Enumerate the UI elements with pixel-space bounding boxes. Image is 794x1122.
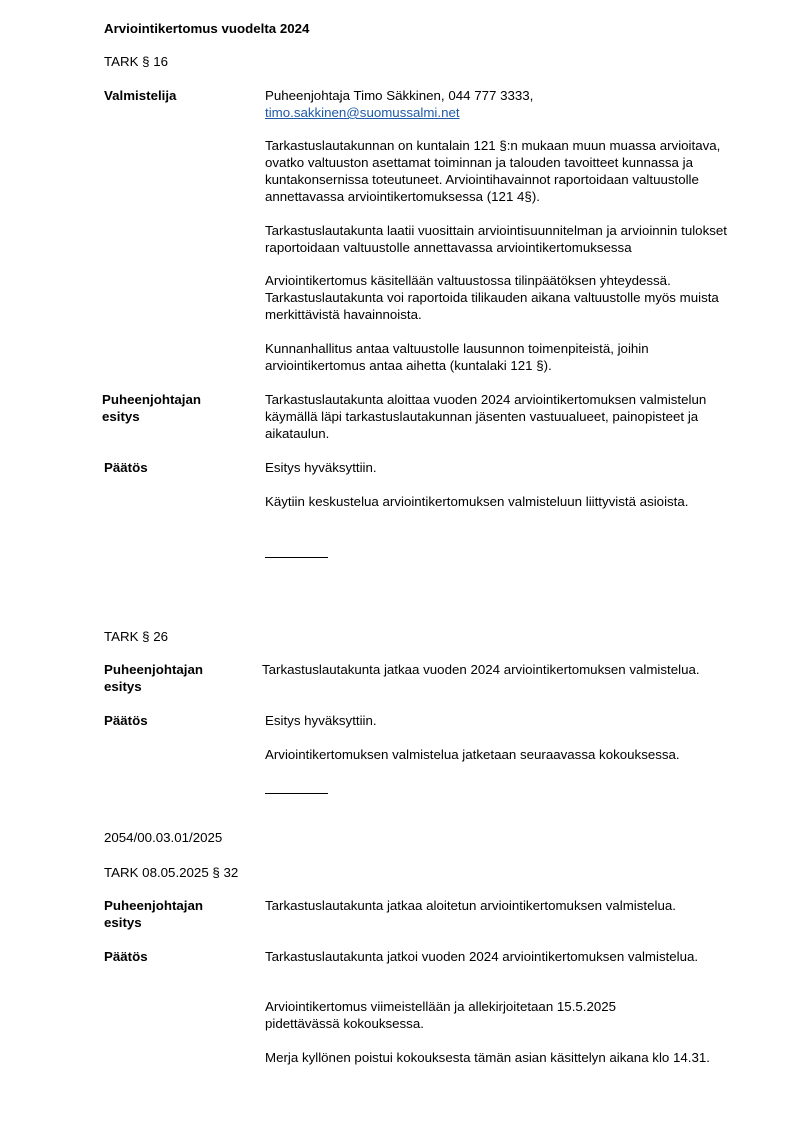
paatos-label: Päätös	[104, 713, 148, 728]
case-reference: 2054/00.03.01/2025	[104, 830, 223, 845]
paatos-label: Päätös	[104, 460, 148, 475]
paatos-paragraph: Arviointikertomus viimeistellään ja allekirjoitetaan 15.5.2025 pidettävässä kokouksessa.	[265, 999, 617, 1031]
paatos-paragraph: Merja kyllönen poistui kokouksesta tämän asian käsittelyn aikana klo 14.31.	[265, 1050, 710, 1065]
section-header: TARK § 26	[104, 629, 169, 644]
paatos-paragraph: Esitys hyväksyttiin.	[265, 713, 377, 728]
separator-line	[265, 557, 328, 558]
separator-line	[265, 793, 328, 794]
valmistelija-label: Valmistelija	[104, 88, 177, 103]
section-header: TARK § 16	[104, 54, 169, 69]
esitys-label: Puheenjohtajan esitys	[104, 898, 203, 930]
esitys-text: Tarkastuslautakunta jatkaa aloitetun arviointikertomuksen valmistelua.	[265, 898, 676, 913]
paragraph: Kunnanhallitus antaa valtuustolle lausunnon toimenpiteistä, joihin arviointikertomus antaa aihetta (kuntalaki 121 §).	[265, 341, 649, 373]
document-title: Arviointikertomus vuodelta 2024	[104, 21, 310, 36]
esitys-label: Puheenjohtajan esitys	[102, 392, 201, 424]
valmistelija-text: Puheenjohtaja Timo Säkkinen, 044 777 3333,	[265, 88, 534, 103]
paatos-paragraph: Tarkastuslautakunta jatkoi vuoden 2024 arviointikertomuksen valmistelua.	[265, 949, 699, 964]
paatos-paragraph: Käytiin keskustelua arviointikertomuksen valmisteluun liittyvistä asioista.	[265, 494, 689, 509]
paatos-label: Päätös	[104, 949, 148, 964]
paragraph: Tarkastuslautakunnan on kuntalain 121 §:n mukaan muun muassa arvioitava, ovatko valtuuston asettamat toiminnan ja talouden tavoitteet kunnassa ja kuntakonsernissa toteutuneet. Arviointihavainnot raportoidaan valtuustolle annettavassa arviointikertomuksessa (121 4§).	[265, 138, 721, 204]
paragraph: Tarkastuslautakunta laatii vuosittain arviointisuunnitelman ja arvioinnin tulokset raportoidaan valtuustolle annettavassa arviointikertomuksessa	[265, 223, 727, 255]
esitys-text: Tarkastuslautakunta jatkaa vuoden 2024 arviointikertomuksen valmistelua.	[262, 662, 700, 677]
email-link[interactable]: timo.sakkinen@suomussalmi.net	[265, 105, 460, 120]
paatos-paragraph: Esitys hyväksyttiin.	[265, 460, 377, 475]
paragraph: Arviointikertomus käsitellään valtuustossa tilinpäätöksen yhteydessä. Tarkastuslautakunta voi raportoida tilikauden aikana valtuustolle myös muista merkittävistä havainnoista.	[265, 273, 719, 322]
esitys-text: Tarkastuslautakunta aloittaa vuoden 2024 arviointikertomuksen valmistelun käymällä läpi tarkastuslautakunnan jäsenten vastuualueet, painopisteet ja aikataulun.	[265, 392, 707, 441]
valmistelija-contact	[265, 87, 740, 121]
paatos-paragraph: Arviointikertomuksen valmistelua jatketaan seuraavassa kokouksessa.	[265, 747, 680, 762]
section-header: TARK 08.05.2025 § 32	[104, 865, 239, 880]
esitys-label: Puheenjohtajan esitys	[104, 662, 203, 694]
